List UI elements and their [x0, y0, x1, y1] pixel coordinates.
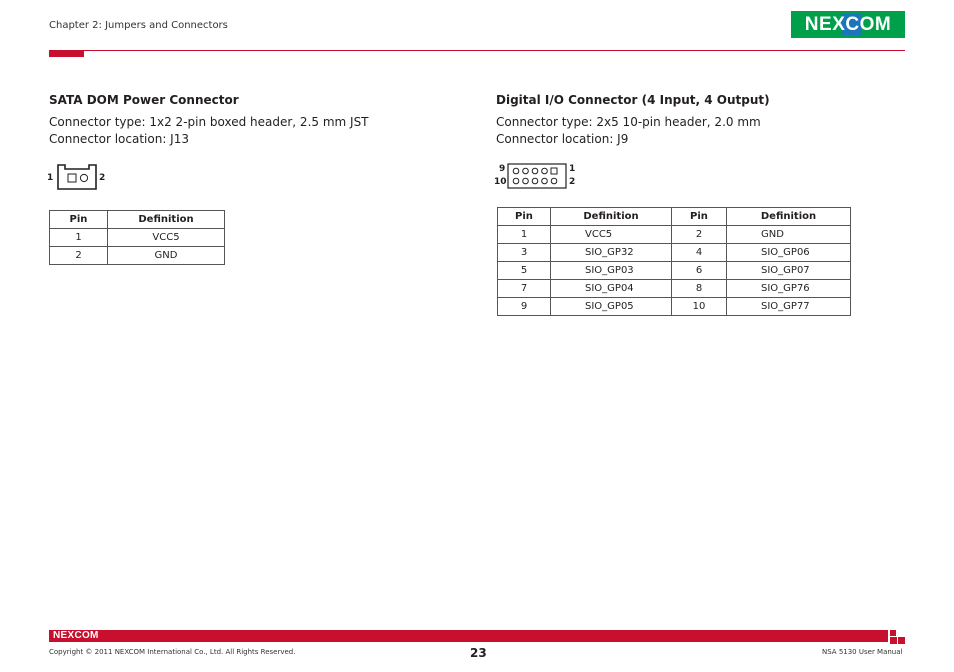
- footer-logo: NEXCOM: [53, 630, 99, 641]
- header-red-block: [49, 50, 84, 57]
- page-number: 23: [470, 646, 487, 660]
- manual-title: NSA 5130 User Manual: [822, 648, 903, 656]
- col-definition-2: Definition: [727, 208, 851, 226]
- digital-io-title: Digital I/O Connector (4 Input, 4 Output): [496, 93, 770, 107]
- col-pin: Pin: [50, 211, 108, 229]
- pin-label-10: 10: [494, 177, 507, 187]
- digital-io-pin-table: [497, 207, 851, 316]
- digital-io-connector-diagram: [507, 163, 567, 189]
- col-definition: Definition: [551, 208, 672, 226]
- sata-dom-pin-table: [49, 210, 225, 265]
- logo-text: NEXCOM: [804, 14, 892, 35]
- sata-dom-location: Connector location: J13: [49, 132, 189, 146]
- col-pin-2: Pin: [672, 208, 727, 226]
- col-definition: Definition: [108, 211, 225, 229]
- footer-square-icon: [890, 630, 896, 636]
- footer-bar: [49, 630, 888, 642]
- pin-label-1-right: 1: [569, 164, 576, 174]
- pin-label-2: 2: [99, 173, 106, 183]
- table-row: 3 SIO_GP32 4 SIO_GP06: [498, 244, 851, 262]
- sata-dom-connector-diagram: [57, 162, 97, 191]
- table-row: 7 SIO_GP04 8 SIO_GP76: [498, 280, 851, 298]
- nexcom-logo: [791, 11, 905, 38]
- pin-label-2-right: 2: [569, 177, 576, 187]
- pin-label-9: 9: [499, 164, 506, 174]
- pin-label-1: 1: [47, 173, 54, 183]
- chapter-title: Chapter 2: Jumpers and Connectors: [49, 20, 228, 31]
- footer-square-icon: [890, 637, 897, 644]
- table-row: 1 VCC5 2 GND: [498, 226, 851, 244]
- table-row: 1 VCC5: [50, 229, 225, 247]
- sata-dom-title: SATA DOM Power Connector: [49, 93, 239, 107]
- digital-io-type: Connector type: 2x5 10-pin header, 2.0 mm: [496, 115, 761, 129]
- sata-dom-type: Connector type: 1x2 2-pin boxed header, 2.5 mm JST: [49, 115, 369, 129]
- header-rule: [84, 50, 905, 51]
- col-pin: Pin: [498, 208, 551, 226]
- copyright: Copyright © 2011 NEXCOM International Co., Ltd. All Rights Reserved.: [49, 648, 296, 656]
- footer-square-icon: [898, 637, 905, 644]
- table-row: 5 SIO_GP03 6 SIO_GP07: [498, 262, 851, 280]
- digital-io-location: Connector location: J9: [496, 132, 629, 146]
- table-row: 2 GND: [50, 247, 225, 265]
- table-row: 9 SIO_GP05 10 SIO_GP77: [498, 298, 851, 316]
